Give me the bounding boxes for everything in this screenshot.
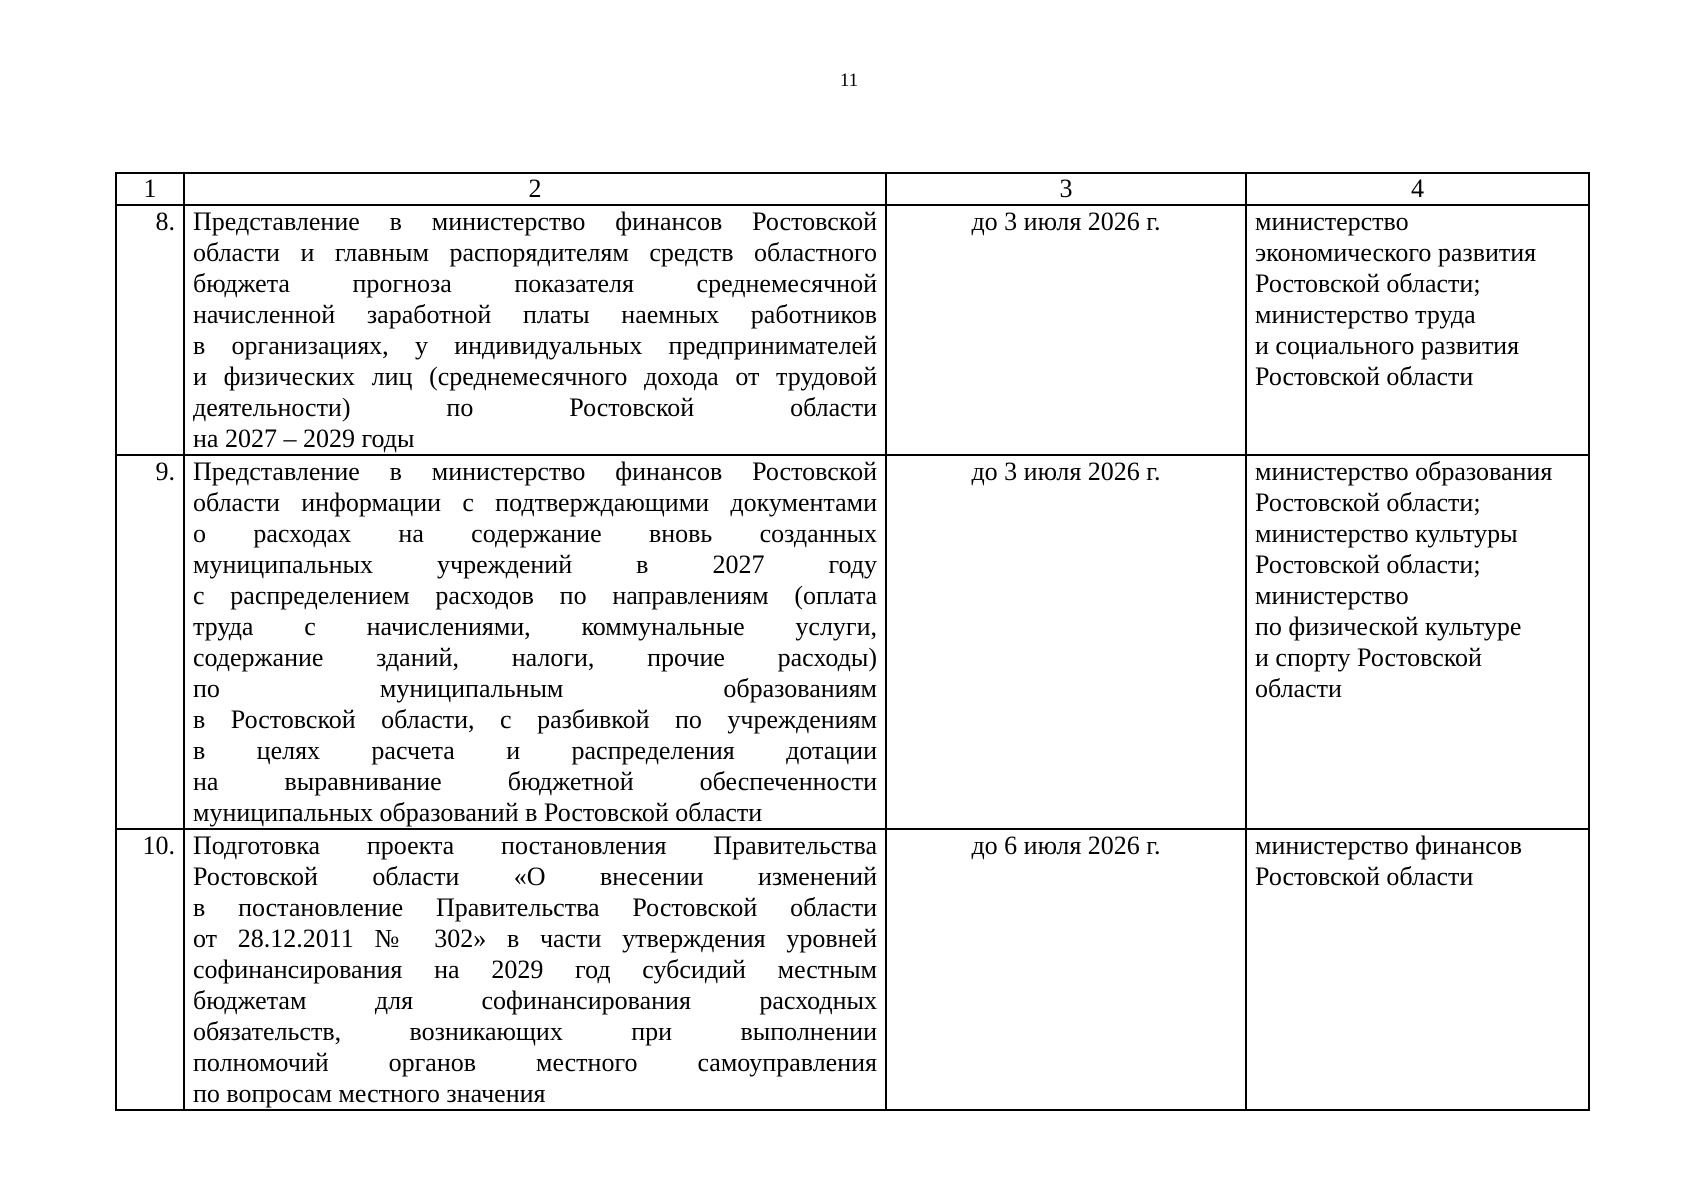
executor-line: министерство финансов	[1255, 831, 1523, 860]
task-line: обязательств, возникающих при выполнении	[193, 1017, 877, 1046]
table-header-row	[116, 173, 1589, 205]
executor-line: и спорту Ростовской	[1255, 643, 1482, 672]
task-line: начисленной заработной платы наемных работников	[193, 300, 877, 329]
executor-line: министерство	[1255, 581, 1409, 610]
task-description	[184, 829, 886, 1110]
responsible-executor	[1246, 205, 1589, 455]
deadline: до 6 июля 2026 г.	[886, 829, 1246, 1110]
page-number: 11	[839, 70, 859, 91]
executor-line: министерство культуры	[1255, 519, 1518, 548]
executor-line: и социального развития	[1255, 331, 1520, 360]
task-line: области информации с подтверждающими документами	[193, 488, 877, 517]
task-line: о расходах на содержание вновь созданных	[193, 519, 877, 548]
plan-table	[115, 172, 1590, 1111]
table-row	[116, 205, 1589, 455]
executor-line: экономического развития	[1255, 238, 1537, 267]
task-line: на выравнивание бюджетной обеспеченности	[193, 767, 877, 796]
task-line: Ростовской области «О внесении изменений	[193, 862, 877, 891]
task-line: полномочий органов местного самоуправления	[193, 1048, 877, 1077]
executor-line: министерство образования	[1255, 457, 1553, 486]
task-line: на 2027 – 2029 годы	[193, 424, 415, 453]
executor-line: по физической культуре	[1255, 612, 1522, 641]
executor-line: области	[1255, 674, 1342, 703]
task-line: бюджета прогноза показателя среднемесячной	[193, 269, 877, 298]
column-header-3: 3	[886, 173, 1246, 205]
task-line: с распределением расходов по направлениям (оплата	[193, 581, 877, 610]
task-line: деятельности) по Ростовской области	[193, 393, 877, 422]
task-line: Подготовка проекта постановления Правительства	[193, 831, 877, 860]
column-header-1: 1	[116, 173, 184, 205]
task-line: муниципальных образований в Ростовской области	[193, 798, 763, 827]
executor-line: Ростовской области;	[1255, 488, 1481, 517]
task-description	[184, 205, 886, 455]
responsible-executor	[1246, 455, 1589, 829]
task-line: бюджетам для софинансирования расходных	[193, 986, 877, 1015]
task-line: содержание зданий, налоги, прочие расходы)	[193, 643, 877, 672]
executor-line: Ростовской области	[1255, 362, 1474, 391]
task-description	[184, 455, 886, 829]
table-row	[116, 455, 1589, 829]
task-line: в целях расчета и распределения дотации	[193, 736, 877, 765]
table-row	[116, 829, 1589, 1110]
task-line: по муниципальным образованиям	[193, 674, 877, 703]
task-line: области и главным распорядителям средств областного	[193, 238, 877, 267]
column-header-4: 4	[1246, 173, 1589, 205]
row-number: 8.	[116, 205, 184, 455]
responsible-executor	[1246, 829, 1589, 1110]
deadline: до 3 июля 2026 г.	[886, 455, 1246, 829]
task-line: муниципальных учреждений в 2027 году	[193, 550, 877, 579]
task-line: в Ростовской области, с разбивкой по учреждениям	[193, 705, 877, 734]
task-line: и физических лиц (среднемесячного дохода от трудовой	[193, 362, 877, 391]
task-line: в организациях, у индивидуальных предпринимателей	[193, 331, 877, 360]
task-line: софинансирования на 2029 год субсидий местным	[193, 955, 877, 984]
row-number: 9.	[116, 455, 184, 829]
executor-line: Ростовской области;	[1255, 269, 1481, 298]
task-line: от 28.12.2011 № 302» в части утверждения уровней	[193, 924, 877, 953]
executor-line: Ростовской области;	[1255, 550, 1481, 579]
deadline: до 3 июля 2026 г.	[886, 205, 1246, 455]
executor-line: Ростовской области	[1255, 862, 1474, 891]
task-line: Представление в министерство финансов Ростовской	[193, 457, 877, 486]
task-line: в постановление Правительства Ростовской области	[193, 893, 877, 922]
executor-line: министерство	[1255, 207, 1409, 236]
column-header-2: 2	[184, 173, 886, 205]
table-body	[116, 205, 1589, 1110]
executor-line: министерство труда	[1255, 300, 1476, 329]
task-line: Представление в министерство финансов Ростовской	[193, 207, 877, 236]
row-number: 10.	[116, 829, 184, 1110]
task-line: труда с начислениями, коммунальные услуги,	[193, 612, 877, 641]
task-line: по вопросам местного значения	[193, 1079, 546, 1108]
